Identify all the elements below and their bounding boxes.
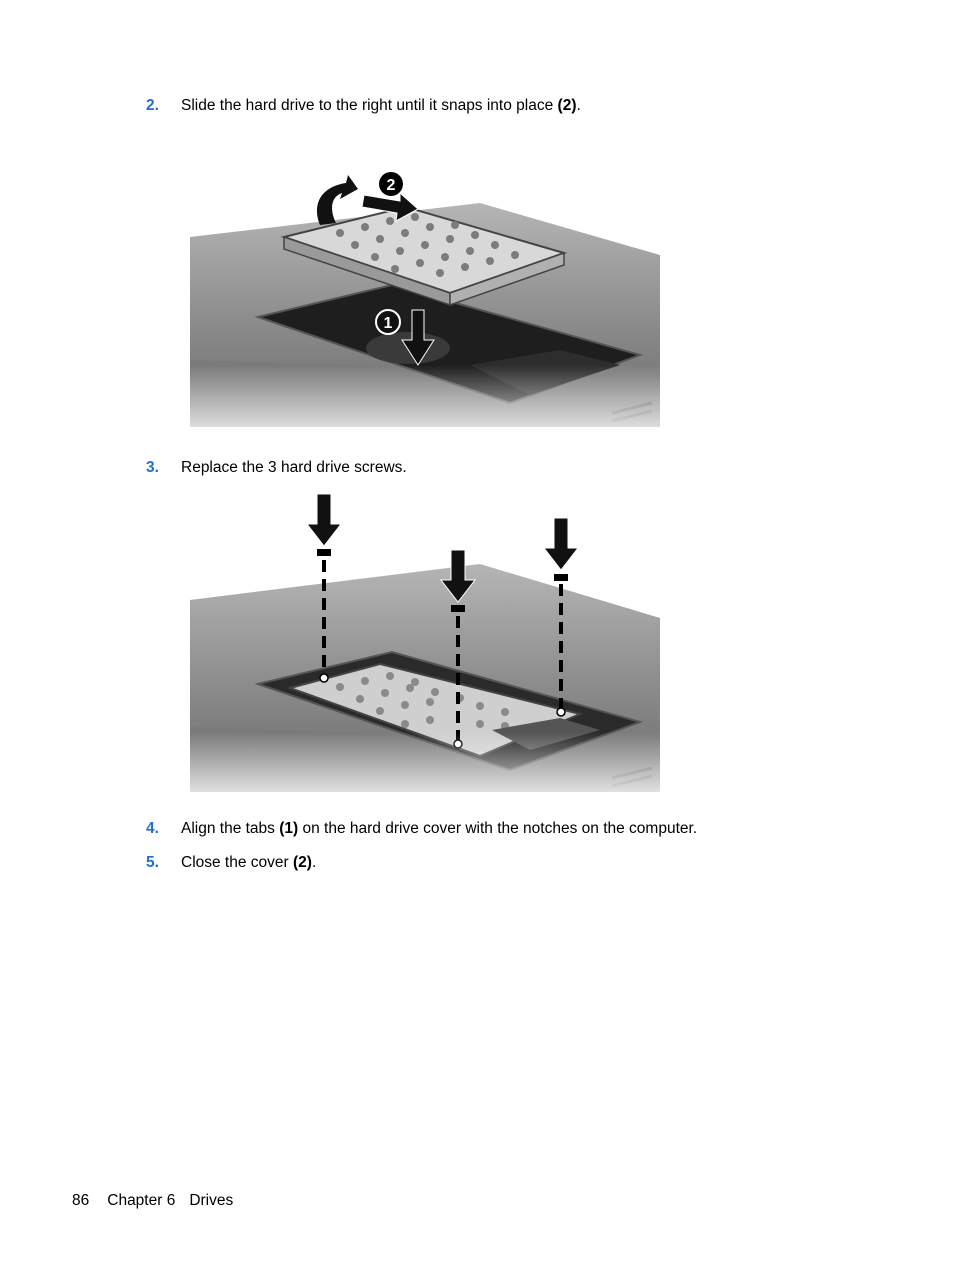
step-4: 4. Align the tabs (1) on the hard drive cover with the notches on the computer. bbox=[146, 820, 698, 837]
page-number: 86 bbox=[72, 1192, 90, 1209]
step-callout-ref: (2) bbox=[557, 97, 577, 114]
step-callout-ref: (1) bbox=[279, 820, 299, 837]
step-text: Close the cover bbox=[181, 854, 293, 871]
callout-1: 1 bbox=[383, 315, 393, 332]
step-callout-ref: (2) bbox=[293, 854, 312, 871]
step-text: Replace the 3 hard drive screws. bbox=[181, 459, 407, 476]
step-number: 5. bbox=[146, 854, 159, 871]
step-5: 5. Close the cover (2). bbox=[146, 854, 317, 871]
step-number: 2. bbox=[146, 97, 159, 114]
callout-2: 2 bbox=[386, 177, 396, 194]
step-text: Align the tabs bbox=[181, 820, 280, 837]
page-footer bbox=[72, 1192, 251, 1210]
chapter-label: Chapter 6 bbox=[107, 1192, 176, 1209]
step-3 bbox=[146, 458, 407, 478]
step-number: 3. bbox=[146, 459, 159, 476]
hard-drive-insert-illustration bbox=[180, 165, 666, 440]
step-2: 2. Slide the hard drive to the right until it snaps into place (2). bbox=[146, 97, 581, 114]
step-number: 4. bbox=[146, 820, 159, 837]
hard-drive-screws-illustration bbox=[180, 492, 666, 802]
step-text: Slide the hard drive to the right until it snaps into place bbox=[181, 97, 558, 114]
section-label: Drives bbox=[189, 1192, 234, 1209]
